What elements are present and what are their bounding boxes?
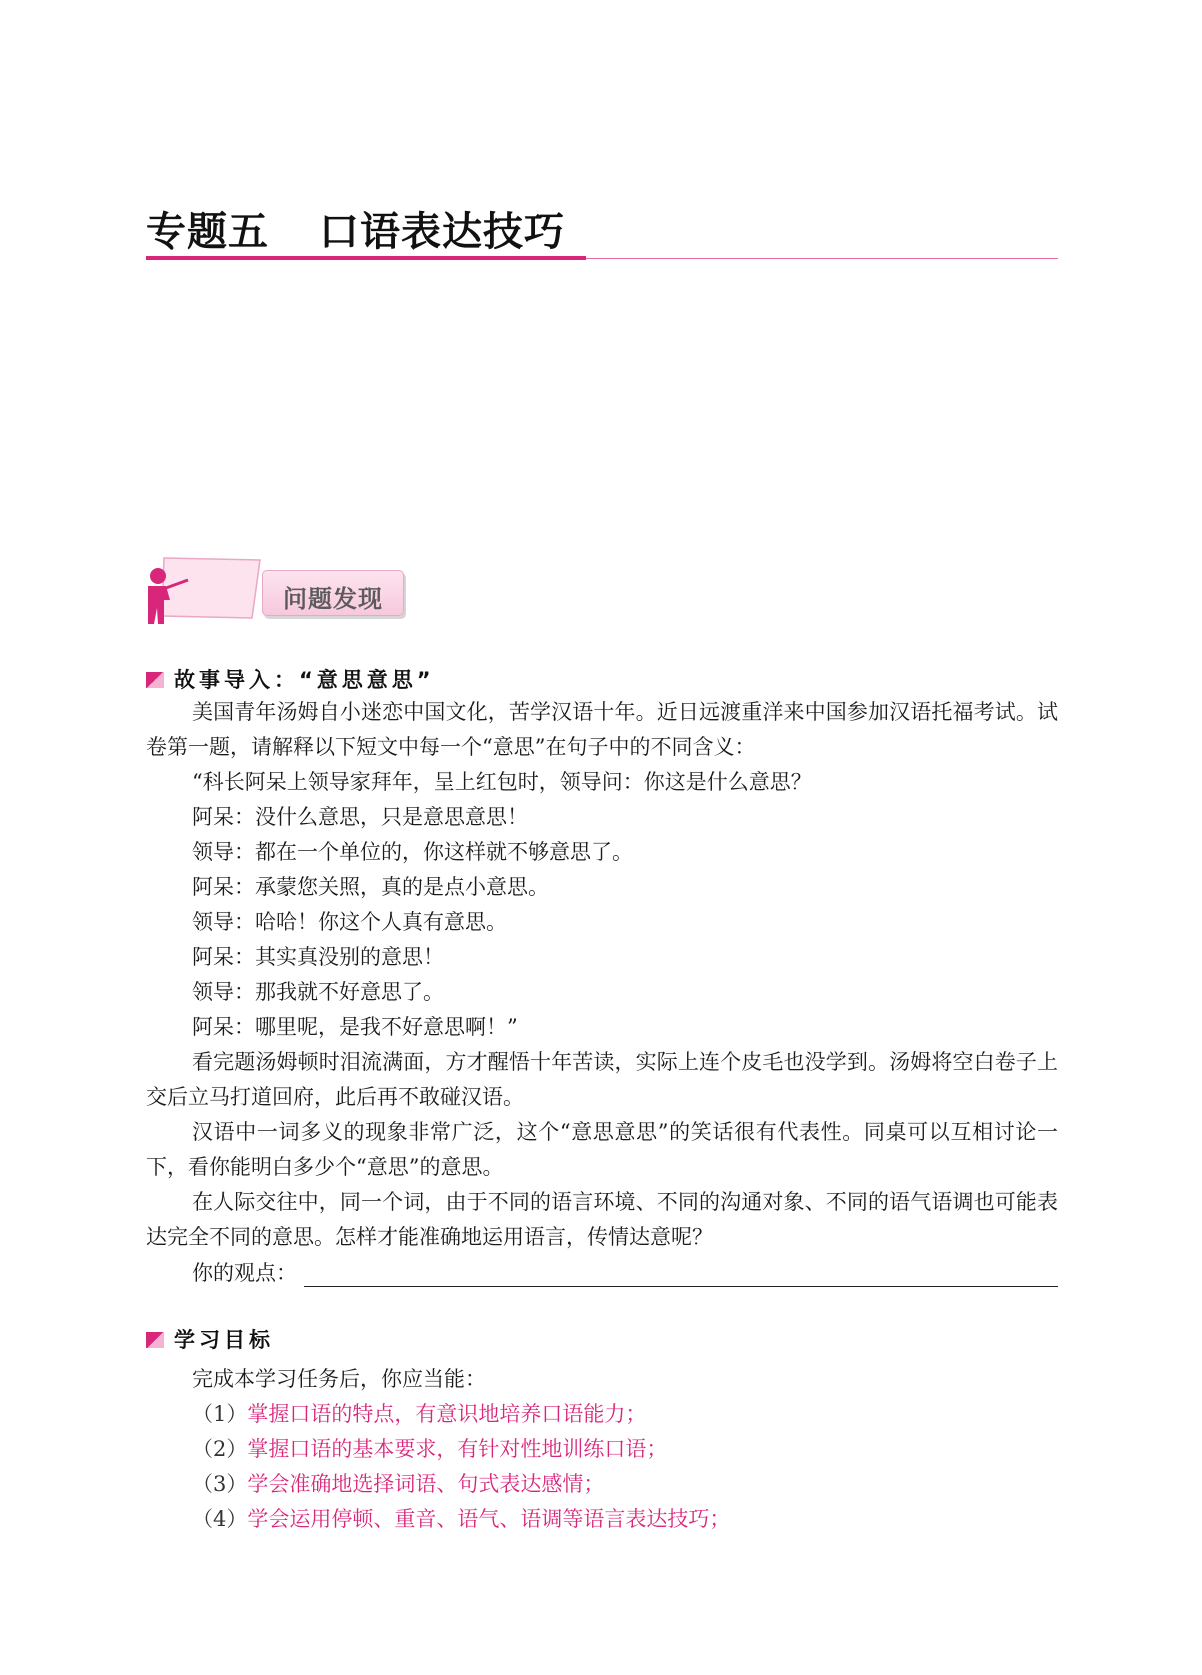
story-discussion: 汉语中一词多义的现象非常广泛，这个“意思意思”的笑话很有代表性。同桌可以互相讨论一下，看你能明白多少个“意思”的意思。	[146, 1120, 1058, 1179]
goals-list	[192, 1362, 1058, 1537]
story-ending: 看完题汤姆顿时泪流满面，方才醒悟十年苦读，实际上连个皮毛也没学到。汤姆将空白卷子上交后立马打道回府，此后再不敢碰汉语。	[146, 1050, 1058, 1109]
story-heading-text: 故事导入：“意思意思”	[174, 668, 435, 692]
goal-item: （1）掌握口语的特点，有意识地培养口语能力；	[192, 1402, 647, 1426]
goal-item: （2）掌握口语的基本要求，有针对性地训练口语；	[192, 1437, 668, 1461]
chapter-title: 口语表达技巧	[319, 208, 565, 255]
dialogue-line: 阿呆：没什么意思，只是意思意思！	[192, 805, 528, 829]
chapter-number: 专题五	[146, 208, 269, 255]
story-intro: 美国青年汤姆自小迷恋中国文化，苦学汉语十年。近日远渡重洋来中国参加汉语托福考试。试卷第一题，请解释以下短文中每一个“意思”在句子中的不同含义：	[146, 700, 1058, 759]
teacher-board-icon	[144, 556, 264, 626]
goals-intro: 完成本学习任务后，你应当能：	[192, 1367, 486, 1391]
dialogue-line: 领导：哈哈！你这个人真有意思。	[192, 910, 507, 934]
answer-row	[192, 1258, 1058, 1288]
goal-item: （4）学会运用停顿、重音、语气、语调等语言表达技巧；	[192, 1507, 731, 1531]
dialogue-line: 阿呆：其实真没别的意思！	[192, 945, 444, 969]
dialogue-line: 领导：那我就不好意思了。	[192, 980, 444, 1004]
answer-line[interactable]	[304, 1286, 1058, 1287]
section-marker-icon	[146, 672, 164, 688]
dialogue-line: 阿呆：承蒙您关照，真的是点小意思。	[192, 875, 549, 899]
dialogue-line: 领导：都在一个单位的，你这样就不够意思了。	[192, 840, 633, 864]
goals-heading	[146, 1326, 274, 1354]
section-marker-icon	[146, 1332, 164, 1348]
title-accent-bar	[146, 256, 586, 260]
section-banner	[144, 556, 404, 626]
chapter-title-block	[146, 206, 1058, 258]
story-question: 在人际交往中，同一个词，由于不同的语言环境、不同的沟通对象、不同的语气语调也可能表达完全不同的意思。怎样才能准确地运用语言，传情达意呢？	[146, 1190, 1058, 1249]
story-body	[146, 695, 1058, 1255]
page-title	[146, 206, 1058, 258]
banner-label: 问题发现	[283, 585, 383, 613]
dialogue-line: 阿呆：哪里呢，是我不好意思啊！”	[192, 1015, 518, 1039]
answer-label: 你的观点：	[192, 1261, 297, 1285]
story-heading	[146, 666, 435, 694]
goals-heading-text: 学习目标	[174, 1328, 274, 1352]
goal-item: （3）学会准确地选择词语、句式表达感情；	[192, 1472, 605, 1496]
dialogue-line: “科长阿呆上领导家拜年，呈上红包时，领导问：你这是什么意思？	[192, 770, 812, 794]
banner-label-box	[262, 570, 404, 616]
